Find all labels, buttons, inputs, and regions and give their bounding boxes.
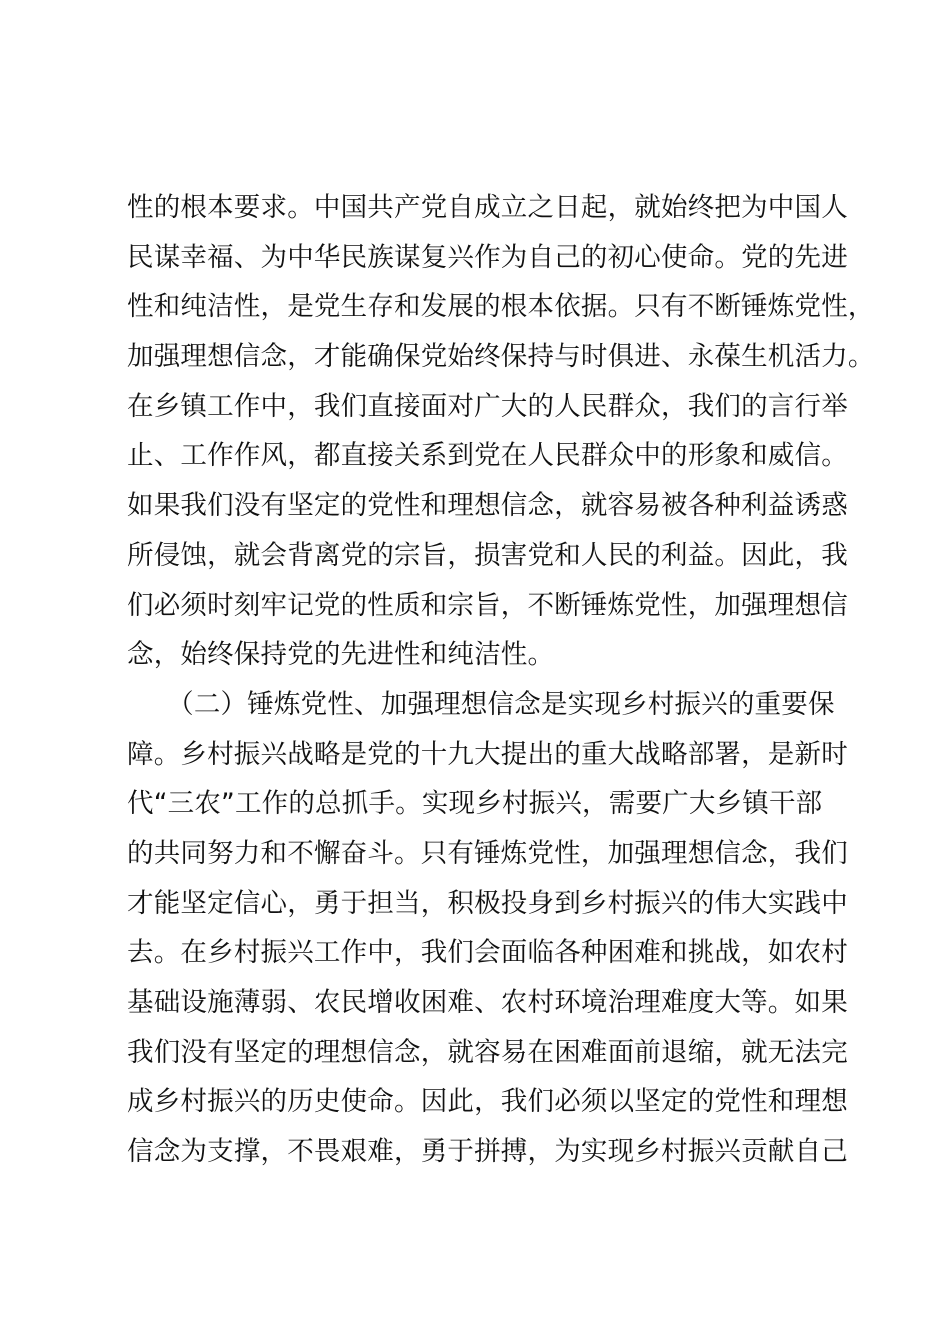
text-line: 才能坚定信心，勇于担当，积极投身到乡村振兴的伟大实践中: [127, 887, 848, 919]
text-line: 信念为支撑，不畏艰难，勇于拼搏，为实现乡村振兴贡献自己: [127, 1136, 848, 1168]
text-line: 基础设施薄弱、农民增收困难、农村环境治理难度大等。如果: [127, 987, 848, 1018]
body-text: [127, 183, 875, 1177]
text-line: 的共同努力和不懈奋斗。只有锤炼党性，加强理想信念，我们: [127, 837, 848, 869]
text-line: 在乡镇工作中，我们直接面对广大的人民群众，我们的言行举: [127, 390, 848, 422]
text-line: 念，始终保持党的先进性和纯洁性。: [127, 639, 555, 671]
text-line: 所侵蚀，就会背离党的宗旨，损害党和人民的利益。因此，我: [127, 539, 848, 571]
text-line: 民谋幸福、为中华民族谋复兴作为自己的初心使命。党的先进: [127, 241, 848, 273]
section-heading-line: （二）锤炼党性、加强理想信念是实现乡村振兴的重要保: [127, 688, 835, 720]
text-line: 成乡村振兴的历史使命。因此，我们必须以坚定的党性和理想: [127, 1086, 848, 1118]
text-line: 止、工作作风，都直接关系到党在人民群众中的形象和威信。: [127, 440, 848, 472]
text-line: 去。在乡村振兴工作中，我们会面临各种困难和挑战，如农村: [127, 937, 848, 969]
text-line: 性和纯洁性，是党生存和发展的根本依据。只有不断锤炼党性，: [127, 291, 875, 323]
text-line: 障。乡村振兴战略是党的十九大提出的重大战略部署，是新时: [127, 738, 848, 770]
text-line: 如果我们没有坚定的党性和理想信念，就容易被各种利益诱惑: [127, 490, 848, 522]
text-line: 性的根本要求。中国共产党自成立之日起，就始终把为中国人: [127, 192, 848, 223]
text-line: 加强理想信念，才能确保党始终保持与时俱进、永葆生机活力。: [127, 341, 875, 373]
text-line: 我们没有坚定的理想信念，就容易在困难面前退缩，就无法完: [127, 1036, 848, 1068]
text-line: 代“三农”工作的总抓手。实现乡村振兴，需要广大乡镇干部: [127, 788, 823, 820]
text-line: 们必须时刻牢记党的性质和宗旨，不断锤炼党性，加强理想信: [127, 589, 848, 621]
